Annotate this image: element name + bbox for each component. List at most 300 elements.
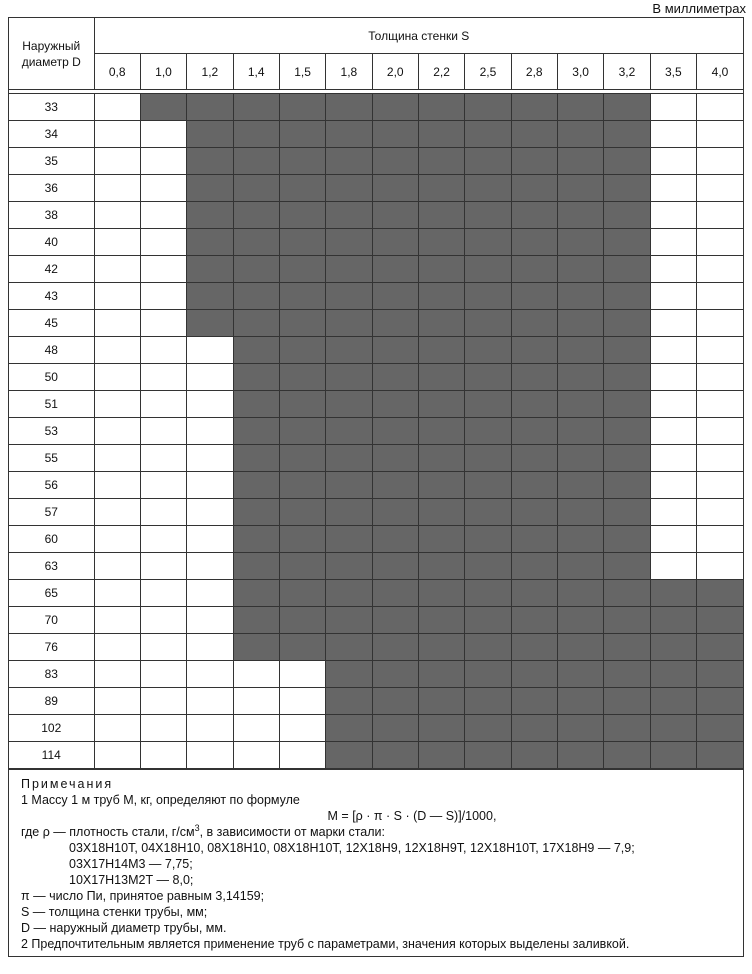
preferred-cell bbox=[511, 472, 557, 499]
preferred-cell bbox=[279, 364, 325, 391]
preferred-cell bbox=[465, 607, 511, 634]
preferred-cell bbox=[465, 526, 511, 553]
diameter-cell: 53 bbox=[9, 418, 94, 445]
preferred-cell bbox=[465, 580, 511, 607]
table-row bbox=[9, 121, 743, 148]
preferred-cell bbox=[650, 715, 696, 742]
empty-cell bbox=[650, 418, 696, 445]
preferred-cell bbox=[233, 607, 279, 634]
preferred-cell bbox=[279, 499, 325, 526]
preferred-cell bbox=[465, 229, 511, 256]
preferred-cell bbox=[233, 526, 279, 553]
preferred-cell bbox=[279, 418, 325, 445]
preferred-cell bbox=[326, 526, 372, 553]
preferred-cell bbox=[465, 175, 511, 202]
diameter-cell: 45 bbox=[9, 310, 94, 337]
preferred-cell bbox=[418, 580, 464, 607]
preferred-cell bbox=[372, 580, 418, 607]
preferred-cell bbox=[326, 661, 372, 688]
preferred-cell bbox=[326, 607, 372, 634]
diameter-cell: 102 bbox=[9, 715, 94, 742]
empty-cell bbox=[696, 472, 743, 499]
empty-cell bbox=[650, 337, 696, 364]
preferred-cell bbox=[696, 607, 743, 634]
empty-cell bbox=[650, 553, 696, 580]
empty-cell bbox=[187, 445, 233, 472]
thickness-header-13: 4,0 bbox=[696, 54, 743, 90]
empty-cell bbox=[696, 418, 743, 445]
pipe-size-table bbox=[9, 18, 743, 769]
empty-cell bbox=[279, 661, 325, 688]
preferred-cell bbox=[326, 391, 372, 418]
empty-cell bbox=[650, 391, 696, 418]
preferred-cell bbox=[372, 256, 418, 283]
preferred-cell bbox=[557, 445, 603, 472]
preferred-cell bbox=[465, 283, 511, 310]
preferred-cell bbox=[372, 175, 418, 202]
preferred-cell bbox=[418, 121, 464, 148]
preferred-cell bbox=[465, 310, 511, 337]
preferred-cell bbox=[511, 553, 557, 580]
empty-cell bbox=[140, 202, 186, 229]
preferred-cell bbox=[557, 148, 603, 175]
note-2: 2 Предпочтительным является применение труб с параметрами, значения которых выделены заливкой. bbox=[21, 937, 630, 951]
preferred-cell bbox=[418, 445, 464, 472]
preferred-cell bbox=[557, 121, 603, 148]
thickness-header-5: 1,8 bbox=[326, 54, 372, 90]
preferred-cell bbox=[418, 499, 464, 526]
table-row bbox=[9, 634, 743, 661]
empty-cell bbox=[279, 688, 325, 715]
preferred-cell bbox=[279, 580, 325, 607]
preferred-cell bbox=[372, 472, 418, 499]
preferred-cell bbox=[418, 391, 464, 418]
empty-cell bbox=[140, 715, 186, 742]
preferred-cell bbox=[372, 661, 418, 688]
preferred-cell bbox=[233, 202, 279, 229]
preferred-cell bbox=[279, 337, 325, 364]
preferred-cell bbox=[604, 553, 650, 580]
diameter-cell: 56 bbox=[9, 472, 94, 499]
mass-formula: M = [ρ · π · S · (D — S)]/1000, bbox=[327, 809, 497, 823]
preferred-cell bbox=[187, 148, 233, 175]
empty-cell bbox=[696, 445, 743, 472]
preferred-cell bbox=[604, 607, 650, 634]
steel-grades-3: 10Х17Н13М2Т — 8,0; bbox=[69, 873, 194, 887]
header-thickness-values bbox=[9, 54, 743, 90]
preferred-cell bbox=[418, 202, 464, 229]
preferred-cell bbox=[187, 283, 233, 310]
table-row bbox=[9, 364, 743, 391]
preferred-cell bbox=[418, 472, 464, 499]
preferred-cell bbox=[233, 175, 279, 202]
empty-cell bbox=[650, 256, 696, 283]
preferred-cell bbox=[696, 742, 743, 769]
preferred-cell bbox=[418, 256, 464, 283]
preferred-cell bbox=[279, 391, 325, 418]
empty-cell bbox=[696, 121, 743, 148]
s-definition: S — толщина стенки трубы, мм; bbox=[21, 905, 208, 919]
preferred-cell bbox=[372, 94, 418, 121]
preferred-cell bbox=[233, 256, 279, 283]
preferred-cell bbox=[233, 364, 279, 391]
preferred-cell bbox=[696, 661, 743, 688]
preferred-cell bbox=[233, 580, 279, 607]
empty-cell bbox=[650, 364, 696, 391]
preferred-cell bbox=[604, 634, 650, 661]
diameter-cell: 89 bbox=[9, 688, 94, 715]
table-row bbox=[9, 688, 743, 715]
preferred-cell bbox=[604, 229, 650, 256]
empty-cell bbox=[650, 121, 696, 148]
table-row bbox=[9, 553, 743, 580]
table-row bbox=[9, 229, 743, 256]
empty-cell bbox=[233, 742, 279, 769]
preferred-cell bbox=[465, 661, 511, 688]
empty-cell bbox=[650, 229, 696, 256]
thickness-header-1: 1,0 bbox=[140, 54, 186, 90]
preferred-cell bbox=[465, 688, 511, 715]
preferred-cell bbox=[650, 742, 696, 769]
preferred-cell bbox=[372, 121, 418, 148]
empty-cell bbox=[140, 121, 186, 148]
preferred-cell bbox=[233, 445, 279, 472]
preferred-cell bbox=[279, 229, 325, 256]
preferred-cell bbox=[372, 742, 418, 769]
note-1: 1 Массу 1 м труб M, кг, определяют по формуле bbox=[21, 793, 300, 807]
preferred-cell bbox=[326, 472, 372, 499]
preferred-cell bbox=[604, 391, 650, 418]
preferred-cell bbox=[326, 337, 372, 364]
preferred-cell bbox=[604, 310, 650, 337]
table-row bbox=[9, 526, 743, 553]
preferred-cell bbox=[650, 661, 696, 688]
preferred-cell bbox=[279, 175, 325, 202]
table-row bbox=[9, 715, 743, 742]
diameter-cell: 36 bbox=[9, 175, 94, 202]
table-body bbox=[9, 90, 743, 769]
table-row bbox=[9, 661, 743, 688]
preferred-cell bbox=[465, 337, 511, 364]
empty-cell bbox=[696, 337, 743, 364]
preferred-cell bbox=[465, 445, 511, 472]
preferred-cell bbox=[511, 418, 557, 445]
table-row bbox=[9, 337, 743, 364]
empty-cell bbox=[140, 364, 186, 391]
preferred-cell bbox=[557, 391, 603, 418]
preferred-cell bbox=[418, 364, 464, 391]
preferred-cell bbox=[233, 337, 279, 364]
preferred-cell bbox=[511, 391, 557, 418]
header-diameter-line2: диаметр D bbox=[21, 54, 81, 69]
preferred-cell bbox=[233, 148, 279, 175]
preferred-cell bbox=[279, 94, 325, 121]
preferred-cell bbox=[604, 148, 650, 175]
preferred-cell bbox=[372, 418, 418, 445]
header-thickness: Толщина стенки S bbox=[94, 18, 743, 54]
density-text-end: , в зависимости от марки стали: bbox=[199, 825, 386, 839]
diameter-cell: 34 bbox=[9, 121, 94, 148]
empty-cell bbox=[94, 148, 140, 175]
preferred-cell bbox=[326, 310, 372, 337]
preferred-cell bbox=[418, 553, 464, 580]
preferred-cell bbox=[233, 499, 279, 526]
diameter-cell: 63 bbox=[9, 553, 94, 580]
preferred-cell bbox=[511, 202, 557, 229]
thickness-header-11: 3,2 bbox=[604, 54, 650, 90]
empty-cell bbox=[650, 310, 696, 337]
table-row bbox=[9, 148, 743, 175]
empty-cell bbox=[650, 283, 696, 310]
preferred-cell bbox=[696, 634, 743, 661]
preferred-cell bbox=[511, 256, 557, 283]
preferred-cell bbox=[511, 526, 557, 553]
empty-cell bbox=[696, 526, 743, 553]
preferred-cell bbox=[465, 499, 511, 526]
preferred-cell bbox=[372, 148, 418, 175]
preferred-cell bbox=[233, 229, 279, 256]
empty-cell bbox=[140, 526, 186, 553]
preferred-cell bbox=[326, 148, 372, 175]
diameter-cell: 65 bbox=[9, 580, 94, 607]
empty-cell bbox=[650, 148, 696, 175]
preferred-cell bbox=[418, 526, 464, 553]
empty-cell bbox=[94, 391, 140, 418]
preferred-cell bbox=[279, 256, 325, 283]
empty-cell bbox=[650, 499, 696, 526]
empty-cell bbox=[94, 364, 140, 391]
empty-cell bbox=[140, 553, 186, 580]
table-row bbox=[9, 175, 743, 202]
diameter-cell: 76 bbox=[9, 634, 94, 661]
empty-cell bbox=[187, 715, 233, 742]
preferred-cell bbox=[604, 202, 650, 229]
preferred-cell bbox=[511, 607, 557, 634]
empty-cell bbox=[94, 283, 140, 310]
empty-cell bbox=[140, 742, 186, 769]
preferred-cell bbox=[465, 364, 511, 391]
preferred-cell bbox=[511, 175, 557, 202]
preferred-cell bbox=[511, 499, 557, 526]
preferred-cell bbox=[604, 472, 650, 499]
preferred-cell bbox=[326, 283, 372, 310]
preferred-cell bbox=[418, 418, 464, 445]
empty-cell bbox=[279, 715, 325, 742]
preferred-cell bbox=[233, 418, 279, 445]
thickness-header-10: 3,0 bbox=[557, 54, 603, 90]
diameter-cell: 50 bbox=[9, 364, 94, 391]
empty-cell bbox=[187, 418, 233, 445]
preferred-cell bbox=[372, 391, 418, 418]
empty-cell bbox=[94, 418, 140, 445]
empty-cell bbox=[94, 661, 140, 688]
preferred-cell bbox=[326, 580, 372, 607]
preferred-cell bbox=[557, 715, 603, 742]
table-row bbox=[9, 418, 743, 445]
thickness-header-0: 0,8 bbox=[94, 54, 140, 90]
preferred-cell bbox=[557, 310, 603, 337]
preferred-cell bbox=[557, 175, 603, 202]
preferred-cell bbox=[511, 742, 557, 769]
preferred-cell bbox=[187, 310, 233, 337]
preferred-cell bbox=[372, 634, 418, 661]
thickness-header-6: 2,0 bbox=[372, 54, 418, 90]
preferred-cell bbox=[187, 175, 233, 202]
preferred-cell bbox=[187, 256, 233, 283]
preferred-cell bbox=[511, 148, 557, 175]
preferred-cell bbox=[418, 607, 464, 634]
density-exponent: 3 bbox=[194, 822, 200, 833]
preferred-cell bbox=[372, 715, 418, 742]
preferred-cell bbox=[372, 607, 418, 634]
empty-cell bbox=[94, 526, 140, 553]
header-row-top bbox=[9, 18, 743, 54]
preferred-cell bbox=[511, 688, 557, 715]
empty-cell bbox=[696, 94, 743, 121]
preferred-cell bbox=[511, 715, 557, 742]
preferred-cell bbox=[696, 580, 743, 607]
preferred-cell bbox=[326, 634, 372, 661]
preferred-cell bbox=[233, 472, 279, 499]
empty-cell bbox=[650, 526, 696, 553]
preferred-cell bbox=[650, 688, 696, 715]
empty-cell bbox=[140, 310, 186, 337]
diameter-cell: 55 bbox=[9, 445, 94, 472]
preferred-cell bbox=[511, 310, 557, 337]
preferred-cell bbox=[604, 94, 650, 121]
empty-cell bbox=[233, 688, 279, 715]
preferred-cell bbox=[557, 418, 603, 445]
diameter-cell: 83 bbox=[9, 661, 94, 688]
preferred-cell bbox=[511, 445, 557, 472]
preferred-cell bbox=[465, 202, 511, 229]
preferred-cell bbox=[418, 634, 464, 661]
preferred-cell bbox=[418, 148, 464, 175]
preferred-cell bbox=[372, 688, 418, 715]
table-row bbox=[9, 94, 743, 121]
thickness-header-7: 2,2 bbox=[418, 54, 464, 90]
preferred-cell bbox=[465, 634, 511, 661]
empty-cell bbox=[94, 634, 140, 661]
preferred-cell bbox=[557, 472, 603, 499]
empty-cell bbox=[94, 688, 140, 715]
notes-title: Примечания bbox=[21, 777, 114, 791]
empty-cell bbox=[140, 580, 186, 607]
preferred-cell bbox=[418, 310, 464, 337]
empty-cell bbox=[94, 94, 140, 121]
empty-cell bbox=[696, 283, 743, 310]
preferred-cell bbox=[326, 688, 372, 715]
preferred-cell bbox=[418, 688, 464, 715]
diameter-cell: 42 bbox=[9, 256, 94, 283]
preferred-cell bbox=[557, 337, 603, 364]
empty-cell bbox=[696, 553, 743, 580]
thickness-header-12: 3,5 bbox=[650, 54, 696, 90]
preferred-cell bbox=[279, 472, 325, 499]
empty-cell bbox=[140, 391, 186, 418]
header-diameter-line1: Наружный bbox=[22, 38, 81, 53]
empty-cell bbox=[187, 580, 233, 607]
preferred-cell bbox=[418, 742, 464, 769]
header-diameter bbox=[9, 18, 94, 90]
preferred-cell bbox=[557, 607, 603, 634]
preferred-cell bbox=[465, 121, 511, 148]
preferred-cell bbox=[557, 94, 603, 121]
empty-cell bbox=[140, 418, 186, 445]
empty-cell bbox=[140, 499, 186, 526]
preferred-cell bbox=[557, 364, 603, 391]
preferred-cell bbox=[233, 94, 279, 121]
preferred-cell bbox=[418, 175, 464, 202]
empty-cell bbox=[140, 175, 186, 202]
preferred-cell bbox=[557, 661, 603, 688]
preferred-cell bbox=[418, 229, 464, 256]
preferred-cell bbox=[233, 391, 279, 418]
preferred-cell bbox=[465, 148, 511, 175]
empty-cell bbox=[94, 229, 140, 256]
preferred-cell bbox=[279, 634, 325, 661]
empty-cell bbox=[696, 148, 743, 175]
empty-cell bbox=[94, 607, 140, 634]
preferred-cell bbox=[326, 175, 372, 202]
diameter-cell: 38 bbox=[9, 202, 94, 229]
preferred-cell bbox=[557, 580, 603, 607]
preferred-cell bbox=[418, 337, 464, 364]
table-row bbox=[9, 310, 743, 337]
preferred-cell bbox=[372, 229, 418, 256]
empty-cell bbox=[187, 364, 233, 391]
preferred-cell bbox=[372, 364, 418, 391]
empty-cell bbox=[140, 445, 186, 472]
preferred-cell bbox=[372, 526, 418, 553]
empty-cell bbox=[187, 742, 233, 769]
empty-cell bbox=[94, 256, 140, 283]
preferred-cell bbox=[187, 202, 233, 229]
diameter-cell: 70 bbox=[9, 607, 94, 634]
table-row bbox=[9, 283, 743, 310]
preferred-cell bbox=[696, 715, 743, 742]
preferred-cell bbox=[511, 337, 557, 364]
empty-cell bbox=[94, 742, 140, 769]
empty-cell bbox=[140, 229, 186, 256]
empty-cell bbox=[140, 337, 186, 364]
thickness-header-2: 1,2 bbox=[187, 54, 233, 90]
preferred-cell bbox=[604, 337, 650, 364]
preferred-cell bbox=[279, 607, 325, 634]
preferred-cell bbox=[557, 202, 603, 229]
preferred-cell bbox=[233, 121, 279, 148]
table-row bbox=[9, 580, 743, 607]
preferred-cell bbox=[372, 445, 418, 472]
empty-cell bbox=[94, 499, 140, 526]
preferred-cell bbox=[511, 634, 557, 661]
empty-cell bbox=[94, 175, 140, 202]
thickness-header-9: 2,8 bbox=[511, 54, 557, 90]
empty-cell bbox=[187, 553, 233, 580]
empty-cell bbox=[94, 121, 140, 148]
preferred-cell bbox=[511, 94, 557, 121]
preferred-cell bbox=[511, 661, 557, 688]
preferred-cell bbox=[557, 499, 603, 526]
empty-cell bbox=[94, 445, 140, 472]
empty-cell bbox=[187, 472, 233, 499]
steel-grades-2: 03Х17Н14М3 — 7,75; bbox=[69, 857, 193, 871]
table-row bbox=[9, 742, 743, 769]
table-row bbox=[9, 499, 743, 526]
empty-cell bbox=[94, 580, 140, 607]
table-row bbox=[9, 607, 743, 634]
preferred-cell bbox=[326, 499, 372, 526]
